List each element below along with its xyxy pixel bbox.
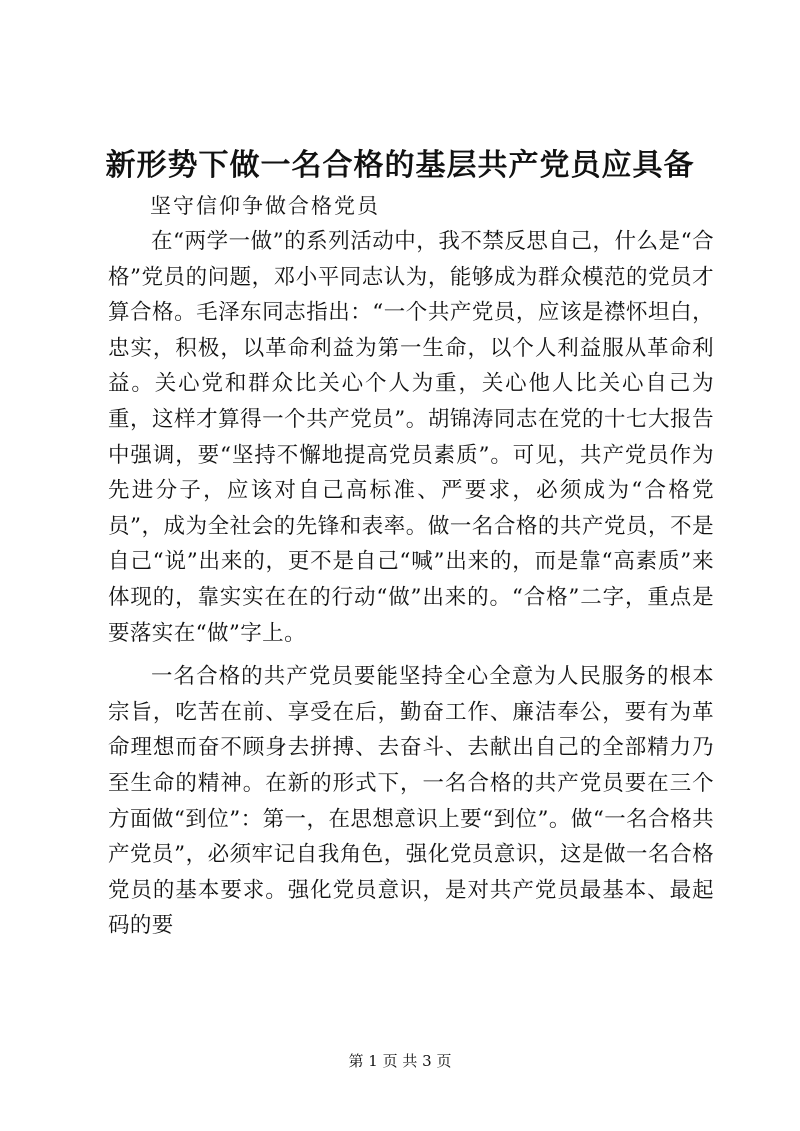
document-body bbox=[108, 224, 714, 944]
document-subtitle: 坚守信仰争做合格党员 bbox=[150, 194, 380, 218]
body-paragraph-1: 在“两学一做”的系列活动中，我不禁反思自己，什么是“合格”党员的问题，邓小平同志认为，能够成为群众模范的党员才算合格。毛泽东同志指出：“一个共产党员，应该是襟怀坦白，忠实，积极，以革命利益为第一生命，以个人利益服从革命利益。关心党和群众比关心个人为重，关心他人比关心自己为重，这样才算得一个共产党员”。胡锦涛同志在党的十七大报告中强调，要“坚持不懈地提高党员素质”。可见，共产党员作为先进分子，应该对自己高标准、严要求，必须成为“合格党员”，成为全社会的先锋和表率。做一名合格的共产党员，不是自己“说”出来的，更不是自己“喊”出来的，而是靠“高素质”来体现的，靠实实在在的行动“做”出来的。“合格”二字，重点是要落实在“做”字上。 bbox=[108, 229, 714, 646]
page-number-footer: 第 1 页 共 3 页 bbox=[348, 1052, 452, 1070]
body-paragraph-2: 一名合格的共产党员要能坚持全心全意为人民服务的根本宗旨，吃苦在前、享受在后，勤奋工作、廉洁奉公，要有为革命理想而奋不顾身去拼搏、去奋斗、去献出自己的全部精力乃至生命的精神。在新的形式下，一名合格的共产党员要在三个方面做“到位”：第一，在思想意识上要“到位”。做“一名合格共产党员”，必须牢记自我角色，强化党员意识，这是做一名合格党员的基本要求。强化党员意识，是对共产党员最基本、最起码的要 bbox=[108, 664, 714, 939]
document-title: 新形势下做一名合格的基层共产党员应具备 bbox=[105, 148, 695, 183]
